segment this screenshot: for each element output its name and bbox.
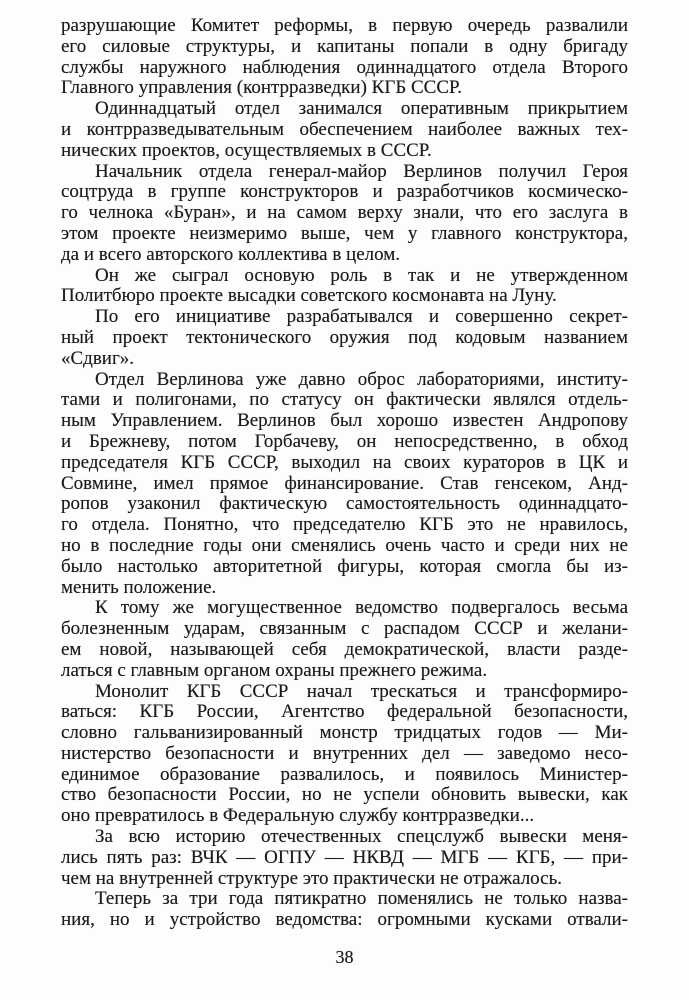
paragraph-5 <box>61 307 628 369</box>
text-line: «Сдвиг». <box>61 347 135 369</box>
text-line: го отдела. Понятно, что председателю КГБ это не нравилось, <box>61 514 628 536</box>
text-line: ропов узаконил фактическую самостоятельность одиннадцато- <box>61 493 628 515</box>
text-line: Теперь за три года пятикратно поменялись не только назва- <box>95 888 628 910</box>
text-line: болезненным ударам, связанным с распадом СССР и желани- <box>61 618 628 640</box>
paragraph-7 <box>61 598 628 681</box>
paragraph-8 <box>61 682 628 828</box>
text-block <box>61 16 628 931</box>
text-line: ем новой, называющей себя демократической, власти разде- <box>61 638 628 660</box>
text-line: и Брежневу, потом Горбачеву, он непосредственно, в обход <box>61 430 628 452</box>
text-line: Начальник отдела генерал-майор Верлинов получил Героя <box>95 160 628 182</box>
paragraph-4 <box>61 266 628 308</box>
paragraph-1 <box>61 16 628 99</box>
text-line: службы наружного наблюдения одиннадцатого отдела Второго <box>61 56 628 78</box>
text-line: латься с главным органом охраны прежнего режима. <box>61 659 488 681</box>
text-line: соцтруда в группе конструкторов и разработчиков космическо- <box>61 181 628 203</box>
text-line: но в последние годы они сменялись очень часто и среди них не <box>61 534 628 556</box>
text-line: нистерство безопасности и внутренних дел — заведомо несо- <box>61 742 628 764</box>
paragraph-2 <box>61 99 628 161</box>
text-line: менить положение. <box>61 576 217 598</box>
text-line: Отдел Верлинова уже давно оброс лабораториями, институ- <box>95 368 628 390</box>
text-line: этом проекте неизмеримо выше, чем у главного конструктора, <box>61 222 628 244</box>
text-line: ным Управлением. Верлинов был хорошо известен Андропову <box>61 410 628 432</box>
text-line: тами и полигонами, по статусу он фактически являлся отдель- <box>61 389 628 411</box>
text-line: Одиннадцатый отдел занимался оперативным прикрытием <box>95 98 628 120</box>
text-line: единимое образование развалилось, и появилось Министер- <box>61 763 628 785</box>
paragraph-10 <box>61 889 628 931</box>
text-line: и контрразведывательным обеспечением наиболее важных тех- <box>61 118 628 140</box>
text-line: Политбюро проекте высадки советского космонавта на Луну. <box>61 285 557 307</box>
text-line: Совмине, имел прямое финансирование. Став генсеком, Анд- <box>61 472 628 494</box>
page-number: 38 <box>335 947 354 967</box>
text-line: его силовые структуры, и капитаны попали в одну бригаду <box>61 35 628 57</box>
text-line: оно превратилось в Федеральную службу контрразведки... <box>61 805 535 827</box>
text-line: ный проект тектонического оружия под кодовым названием <box>61 326 628 348</box>
text-line: По его инициативе разрабатывался и совершенно секрет- <box>95 306 628 328</box>
text-line: ния, но и устройство ведомства: огромными кусками отвали- <box>61 909 628 931</box>
paragraph-9 <box>61 827 628 889</box>
text-line: было настолько авторитетной фигуры, которая смогла бы из- <box>61 555 628 577</box>
text-line: ваться: КГБ России, Агентство федеральной безопасности, <box>61 701 628 723</box>
paragraph-6 <box>61 370 628 599</box>
text-line: Главного управления (контрразведки) КГБ СССР. <box>61 77 462 99</box>
text-line: да и всего авторского коллектива в целом. <box>61 243 401 265</box>
text-line: го челнока «Буран», и на самом верху знали, что его заслуга в <box>61 202 628 224</box>
text-line: Он же сыграл основую роль в так и не утвержденном <box>95 264 628 286</box>
text-line: председателя КГБ СССР, выходил на своих кураторов в ЦК и <box>61 451 628 473</box>
text-line: К тому же могущественное ведомство подвергалось весьма <box>95 597 628 619</box>
text-line: Монолит КГБ СССР начал трескаться и трансформиро- <box>95 680 628 702</box>
text-line: ство безопасности России, но не успели обновить вывески, как <box>61 784 628 806</box>
text-line: лись пять раз: ВЧК — ОГПУ — НКВД — МГБ — КГБ, — при- <box>61 846 628 868</box>
text-line: нических проектов, осуществляемых в СССР. <box>61 139 432 161</box>
paragraph-3 <box>61 162 628 266</box>
text-line: чем на внутренней структуре это практически не отражалось. <box>61 867 562 889</box>
text-line: разрушающие Комитет реформы, в первую очередь развалили <box>61 15 628 36</box>
text-line: словно гальванизированный монстр тридцатых годов — Ми- <box>61 722 628 744</box>
text-line: За всю историю отечественных спецслужб вывески меня- <box>95 826 628 848</box>
